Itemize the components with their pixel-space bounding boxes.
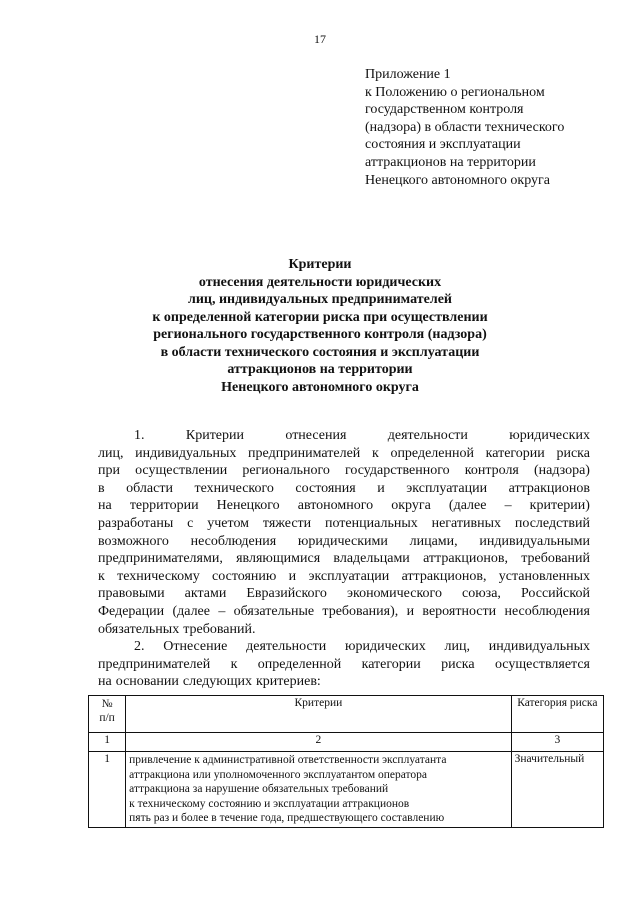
word: деятельности <box>246 639 327 654</box>
word: лиц, <box>444 639 470 654</box>
word: обязательных <box>98 621 180 637</box>
paragraph-line <box>98 638 590 656</box>
word: определенной <box>390 445 474 461</box>
word: Ненецкого <box>216 498 280 514</box>
word: Отнесение <box>163 639 228 654</box>
word: вероятности <box>422 603 497 619</box>
word: Евразийского <box>246 586 327 602</box>
paragraph-line <box>98 497 590 515</box>
word: правовыми <box>98 586 165 602</box>
word: негативных <box>431 515 502 531</box>
title-line: отнесения деятельности юридических <box>198 274 442 290</box>
word: при <box>98 463 120 479</box>
word: последствий <box>514 515 590 531</box>
appendix-line: Приложение 1 <box>365 67 451 82</box>
word: обязательные <box>233 603 315 619</box>
word: эксплуатации <box>308 568 390 584</box>
word: к <box>98 568 105 584</box>
paragraph-line <box>98 550 590 568</box>
word: несоблюдения <box>190 533 277 549</box>
table-header-row <box>89 696 604 733</box>
paragraph-line <box>98 673 590 691</box>
title-line: лиц, индивидуальных предпринимателей <box>188 292 452 307</box>
table-column-numbers-row <box>89 733 604 752</box>
word: юридических <box>345 639 426 654</box>
paragraph-line <box>98 462 590 480</box>
title-line: регионального государственного контроля (надзора) <box>153 327 487 342</box>
word: экономического <box>346 586 442 602</box>
word: аттракционов <box>508 480 590 496</box>
column-number: 3 <box>511 733 603 752</box>
title-line: аттракционов на территории <box>227 362 413 377</box>
word: следующих <box>182 674 252 690</box>
title-line: Ненецкого автономного округа <box>221 379 419 395</box>
appendix-line: аттракционов на территории <box>365 154 536 170</box>
word: и <box>377 480 385 496</box>
word: Федерации <box>98 603 165 619</box>
title-line: Критерии <box>288 257 352 272</box>
paragraph-line <box>98 427 590 445</box>
word: категории <box>361 656 421 672</box>
word: области <box>126 480 173 496</box>
word: техническому <box>117 568 200 584</box>
word: контроля <box>464 463 519 479</box>
document-title <box>90 256 550 396</box>
paragraph-1 <box>98 427 590 638</box>
header-category: Категория риска <box>511 696 603 733</box>
word: отнесения <box>285 428 347 443</box>
word: в <box>98 480 105 496</box>
word: возможного <box>98 533 169 549</box>
word: регионального <box>242 463 330 479</box>
word: 1. <box>134 428 145 443</box>
word: актами <box>184 586 227 602</box>
word: потенциальных <box>325 515 418 531</box>
criteria-line: к техническому состоянию и эксплуатации аттракционов <box>129 797 410 810</box>
word: юридическими <box>297 533 388 549</box>
title-line: в области технического состояния и эксплуатации <box>160 344 480 360</box>
paragraph-line <box>98 585 590 603</box>
word: – <box>504 498 512 514</box>
word: аттракционов, <box>401 568 487 584</box>
paragraph-line <box>98 533 590 551</box>
word: критерии) <box>529 498 590 514</box>
word: Российской <box>520 586 590 602</box>
word: индивидуальными <box>479 533 590 549</box>
word: осуществлении <box>135 463 228 479</box>
word: с <box>187 515 194 531</box>
appendix-line: к Положению о региональном <box>365 84 545 100</box>
criteria-line: пять раз и более в течение года, предшествующего составлению <box>129 812 445 824</box>
word: состояния <box>295 480 356 496</box>
header-number <box>89 696 126 733</box>
word: автономного <box>297 498 374 514</box>
word: (надзора) <box>533 463 590 479</box>
word: основании <box>115 674 179 690</box>
word: лиц, <box>98 445 124 461</box>
word: критериев: <box>255 674 321 690</box>
word: предпринимателей <box>248 445 361 461</box>
word: определенной <box>257 656 342 672</box>
word: – <box>218 603 226 619</box>
word: риска <box>556 445 590 461</box>
word: предпринимателями, <box>98 551 223 567</box>
word: лицами, <box>409 533 458 549</box>
title-line: к определенной категории риска при осуществлении <box>152 309 488 325</box>
word: эксплуатации <box>406 480 488 496</box>
word: несоблюдения <box>504 603 590 619</box>
word: риска <box>441 656 475 672</box>
word: (далее <box>172 603 210 619</box>
word: индивидуальных <box>488 639 590 654</box>
paragraph-line <box>98 568 590 586</box>
word: требования), <box>322 603 399 619</box>
word: деятельности <box>387 428 468 443</box>
word: тяжести <box>262 515 312 531</box>
paragraph-2 <box>98 638 590 691</box>
word: осуществляется <box>494 656 590 672</box>
word: категории <box>485 445 545 461</box>
word: юридических <box>509 428 590 443</box>
word: на <box>98 674 112 690</box>
word: и <box>406 603 415 619</box>
word: учетом <box>207 515 250 531</box>
word: предпринимателей <box>98 656 211 672</box>
word: требований <box>521 551 590 567</box>
criteria-line: аттракциона за нарушение обязательных требований <box>129 783 389 795</box>
word: государственного <box>344 463 450 479</box>
word: к <box>371 445 379 461</box>
word: округа <box>391 498 431 514</box>
criteria-line: привлечение к административной ответственности эксплуатанта <box>129 754 447 766</box>
word: являющимися <box>236 551 321 567</box>
word: установленных <box>498 568 590 584</box>
appendix-line: государственном контроля <box>365 102 524 118</box>
word: союза, <box>461 586 501 602</box>
word: технического <box>194 480 274 496</box>
word: состоянию <box>212 568 277 584</box>
appendix-line: состояния и эксплуатации <box>365 137 521 153</box>
appendix-reference <box>365 66 625 189</box>
column-number: 1 <box>89 733 126 752</box>
word: (далее <box>448 498 487 514</box>
appendix-line: (надзора) в области технического <box>365 119 565 135</box>
word: 2. <box>134 639 145 654</box>
row-criteria <box>126 752 511 828</box>
row-number: 1 <box>89 752 126 828</box>
page-number: 17 <box>314 32 326 46</box>
criteria-table <box>88 695 604 828</box>
paragraph-line <box>98 445 590 463</box>
word: Критерии <box>185 428 245 443</box>
table-row <box>89 752 604 828</box>
word: разработаны <box>98 515 174 531</box>
paragraph-line <box>98 603 590 621</box>
word: требований. <box>183 621 256 637</box>
word: аттракционов, <box>423 551 508 567</box>
column-number: 2 <box>126 733 511 752</box>
word: индивидуальных <box>135 445 237 461</box>
criteria-line: аттракциона или уполномоченного эксплуатантом оператора <box>129 768 428 781</box>
paragraph-line <box>98 621 590 639</box>
paragraph-line <box>98 515 590 533</box>
word: территории <box>129 498 199 514</box>
header-number-line: п/п <box>99 712 115 724</box>
paragraph-line <box>98 656 590 674</box>
word: на <box>98 498 112 514</box>
appendix-line: Ненецкого автономного округа <box>365 172 550 188</box>
row-category: Значительный <box>511 752 603 828</box>
word: и <box>288 568 297 584</box>
paragraph-line <box>98 480 590 498</box>
word: владельцами <box>333 551 410 567</box>
header-criteria: Критерии <box>126 696 511 733</box>
word: к <box>230 656 238 672</box>
header-number-line: № <box>101 698 113 710</box>
